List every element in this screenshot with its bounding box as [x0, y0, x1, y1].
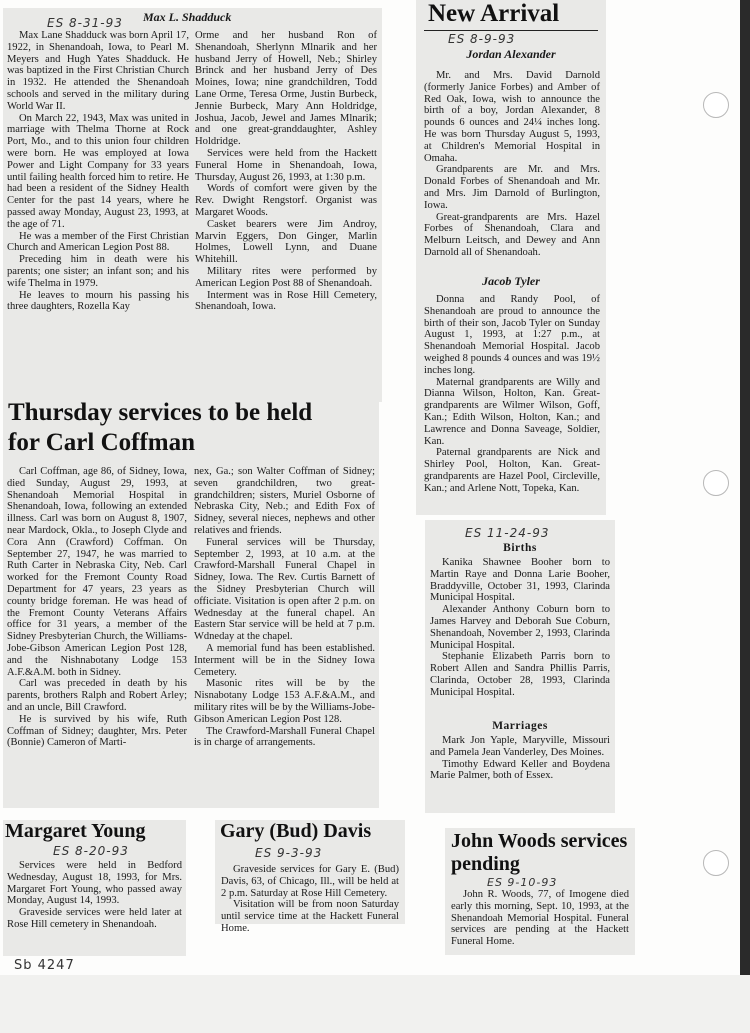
- binder-hole: [703, 470, 729, 496]
- obituary-body: Services were held in Bedford Wednesday, August 18, 1993, for Mrs. Margaret Fort Young, who passed away Monday, August 14, 1993. Graveside services were held later at Rose Hill cemetery in Shenandoah.: [7, 860, 182, 930]
- announcement-body: Mr. and Mrs. David Darnold (formerly Janice Forbes) and Amber of Red Oak, Iowa, wish to announce the birth of a boy, Jordan Alexander, 8 pounds 6 ounces and 24¼ inches long. He was born Thursday August 5, 1993, at Children's Memorial Hospital in Omaha. Grandparents are Mr. and Mrs. Donald Forbes of Shenandoah and Mr. and Mrs. Jim Darnold of Burlington, Iowa. Great-grandparents are Mrs. Hazel Forbes of Shenandoah, Clara and Melburn Leitsch, and Dewey and Ann Darnold all of Shenandoah.: [424, 70, 600, 258]
- davis-obituary-clipping: [215, 820, 405, 934]
- date-stamp: ES 8-31-93: [47, 16, 123, 30]
- coffman-obituary-clipping: [3, 398, 379, 808]
- announcement-body: Donna and Randy Pool, of Shenandoah are proud to announce the birth of their son, Jacob Tyler on Sunday August 1, 1993, at 1:27 p.m., at Shenandoah Memorial Hospital. Jacob weighed 8 pounds 4 ounces and was 19½ inches long. Maternal grandparents are Willy and Dianna Wilson, Holton, Kan. Great-grandparents are Wilmer Wilson, Goff, Kan.; Edith Wilson, Holton, Kan.; and Lawrence and Donna Saveage, Soldier, Kan. Paternal grandparents are Nick and Shirley Pool, Holton, Kan. Great-grandparents are Hazel Pool, Circleville, Kan.; and Arlene Nott, Topeka, Kan.: [424, 294, 600, 494]
- page-reference-note: Sb 4247: [14, 958, 75, 973]
- obituary-column-2: nex, Ga.; son Walter Coffman of Sidney; seven grandchildren, two great-grandchildren; sisters, Muriel Osborne of Nebraska City, Neb.; and Edith Fox of Sidney, several nieces, nephews and other relatives and friends. Funeral services will be Thursday, September 2, 1993, at 10 a.m. at the Crawford-Marshall Funeral Chapel in Sidney, Iowa. The Rev. Curtis Barnett of the Sidney Presbyterian Church will officiate. Visitation is open after 2 p.m. on Wednesday at the funeral chapel. An Eastern Star service will be held at 7 p.m. Wdneday at the chapel. A memorial fund has been established. Interment will be in the Sidney Iowa Cemetery. Masonic rites will be by the Nisnabotany Lodge 153 A.F.&A.M., and military rites will be by the Williams-Jobe-Gibson American Legion Post 128. The Crawford-Marshall Funeral Chapel is in charge of arrangements.: [194, 466, 375, 749]
- obituary-headline: John Woods services pending: [451, 830, 628, 875]
- page-edge-shadow: [740, 0, 750, 1033]
- obituary-byline: Max L. Shadduck: [143, 10, 232, 24]
- marriages-heading: Marriages: [492, 720, 548, 732]
- section-headline: New Arrival: [428, 0, 560, 27]
- announcement-byline: Jordan Alexander: [466, 47, 556, 61]
- obituary-headline: Thursday services to be held for Carl Coffman: [8, 399, 313, 456]
- obituary-headline: Gary (Bud) Davis: [220, 820, 372, 842]
- young-obituary-clipping: [3, 820, 186, 956]
- new-arrival-clipping: [416, 0, 606, 515]
- obituary-column-2: Orme and her husband Ron of Shenandoah, Sherlynn Mlnarik and her husband Jerry of Howell, Neb.; Shirley Brinck and her husband Jerry of Des Moines, Iowa; nine grandchildren, Todd Lane Orme, Teresa Orme, Justin Burbeck, Jennie Burbeck, Mary Ann Holdridge, Joshua, Jacob, Jewel and James Mlnarik; and one great-granddaughter, Ashley Holdridge. Services were held from the Hackett Funeral Home in Shenandoah, Iowa, Thursday, August 26, 1993, at 1:30 p.m. Words of comfort were given by the Rev. Dwight Rengstorf. Organist was Margaret Woods. Casket bearers were Jim Androy, Marvin Eggers, Don Ginger, Marlin Holmes, Lowell Lynn, and Duane Whitehill. Military rites were performed by American Legion Post 88 of Shenandoah. Interment was in Rose Hill Cemetery, Shenandoah, Iowa.: [195, 30, 377, 313]
- woods-obituary-clipping: [445, 828, 635, 955]
- headline-rule: [424, 30, 598, 31]
- date-stamp: ES 9-3-93: [255, 846, 323, 860]
- announcement-byline: Jacob Tyler: [482, 274, 540, 288]
- marriages-list: Mark Jon Yaple, Maryville, Missouri and Pamela Jean Vanderley, Des Moines. Timothy Edward Keller and Boydena Marie Palmer, both of Essex.: [430, 735, 610, 782]
- obituary-body: Graveside services for Gary E. (Bud) Davis, 63, of Chicago, Ill., will be held at 2 p.m. Saturday at Rose Hill Cemetery. Visitation will be from noon Saturday until service time at the Hackett Funeral Home.: [221, 864, 399, 934]
- births-heading: Births: [503, 542, 537, 554]
- shadduck-obituary-clipping: [3, 8, 382, 402]
- date-stamp: ES 8-20-93: [53, 844, 129, 858]
- obituary-column-1: Carl Coffman, age 86, of Sidney, Iowa, died Sunday, August 29, 1993, at Shenandoah Memorial Hospital in Shenandoah, Iowa, following an extended illness. Carl was born on August 8, 1907, near Mardock, Okla., to Joseph Clyde and Cora Ann (Crawford) Coffman. On September 27, 1947, he was married to Ruth Carter in Nebraska City, Neb. Carl worked for the Fremont County Road Department for 47 years, 23 years as county bridge foreman. He was head of the Fremont County Veterans Affairs office for 31 years, a member of the Sidney Presbyterian Church, the Williams-Jobe-Gibson American Legion Post 128, and the Nishnabotany Lodge 153 A.F.&A.M. both in Sidney. Carl was preceded in death by his parents, brothers Ralph and Robert Arley; and an uncle, Bill Crawford. He is survived by his wife, Ruth Coffman of Sidney; daughter, Mrs. Peter (Bonnie) Cameron of Marti-: [7, 466, 187, 749]
- binder-hole: [703, 850, 729, 876]
- date-stamp: ES 9-10-93: [487, 876, 558, 889]
- date-stamp: ES 8-9-93: [448, 32, 516, 46]
- binder-hole: [703, 92, 729, 118]
- births-list: Kanika Shawnee Booher born to Martin Raye and Donna Larie Booher, Braddyville, October 31, 1993, Clarinda Municipal Hospital. Alexander Anthony Coburn born to James Harvey and Deborah Sue Coburn, Shenandoah, November 2, 1993, Clarinda Municipal Hospital. Stephanie Elizabeth Parris born to Robert Allen and Sandra Phillis Parris, Clarinda, October 28, 1993, Clarinda Municipal Hospital.: [430, 557, 610, 698]
- page-bottom-margin: [0, 975, 750, 1033]
- obituary-headline: Margaret Young: [5, 820, 146, 842]
- obituary-body: John R. Woods, 77, of Imogene died early this morning, Sept. 10, 1993, at the Shenandoah Memorial Hospital. Funeral services are pending at the Hackett Funeral Home.: [451, 889, 629, 948]
- births-marriages-clipping: [425, 520, 615, 813]
- date-stamp: ES 11-24-93: [465, 526, 550, 540]
- obituary-column-1: Max Lane Shadduck was born April 17, 1922, in Shenandoah, Iowa, to Pearl M. Meyers and Hugh Yates Shadduck. He was baptized in the First Christian Church in 1932. He attended the Shenandoah schools and served in the military during World War II. On March 22, 1943, Max was united in marriage with Thelma Thorne at Rock Port, Mo., and to this union four children were born. He was employed at Iowa Power and Light Company for 33 years until failing health forced him to retire. He had been a resident of the Sidney Health Center for the past 14 years, where he passed away Monday, August 23, 1993, at the age of 71. He was a member of the First Christian Church and American Legion Post 88. Preceding him in death were his parents; one sister; an infant son; and his wife Thelma in 1979. He leaves to mourn his passing his three daughters, Rozella Kay: [7, 30, 189, 313]
